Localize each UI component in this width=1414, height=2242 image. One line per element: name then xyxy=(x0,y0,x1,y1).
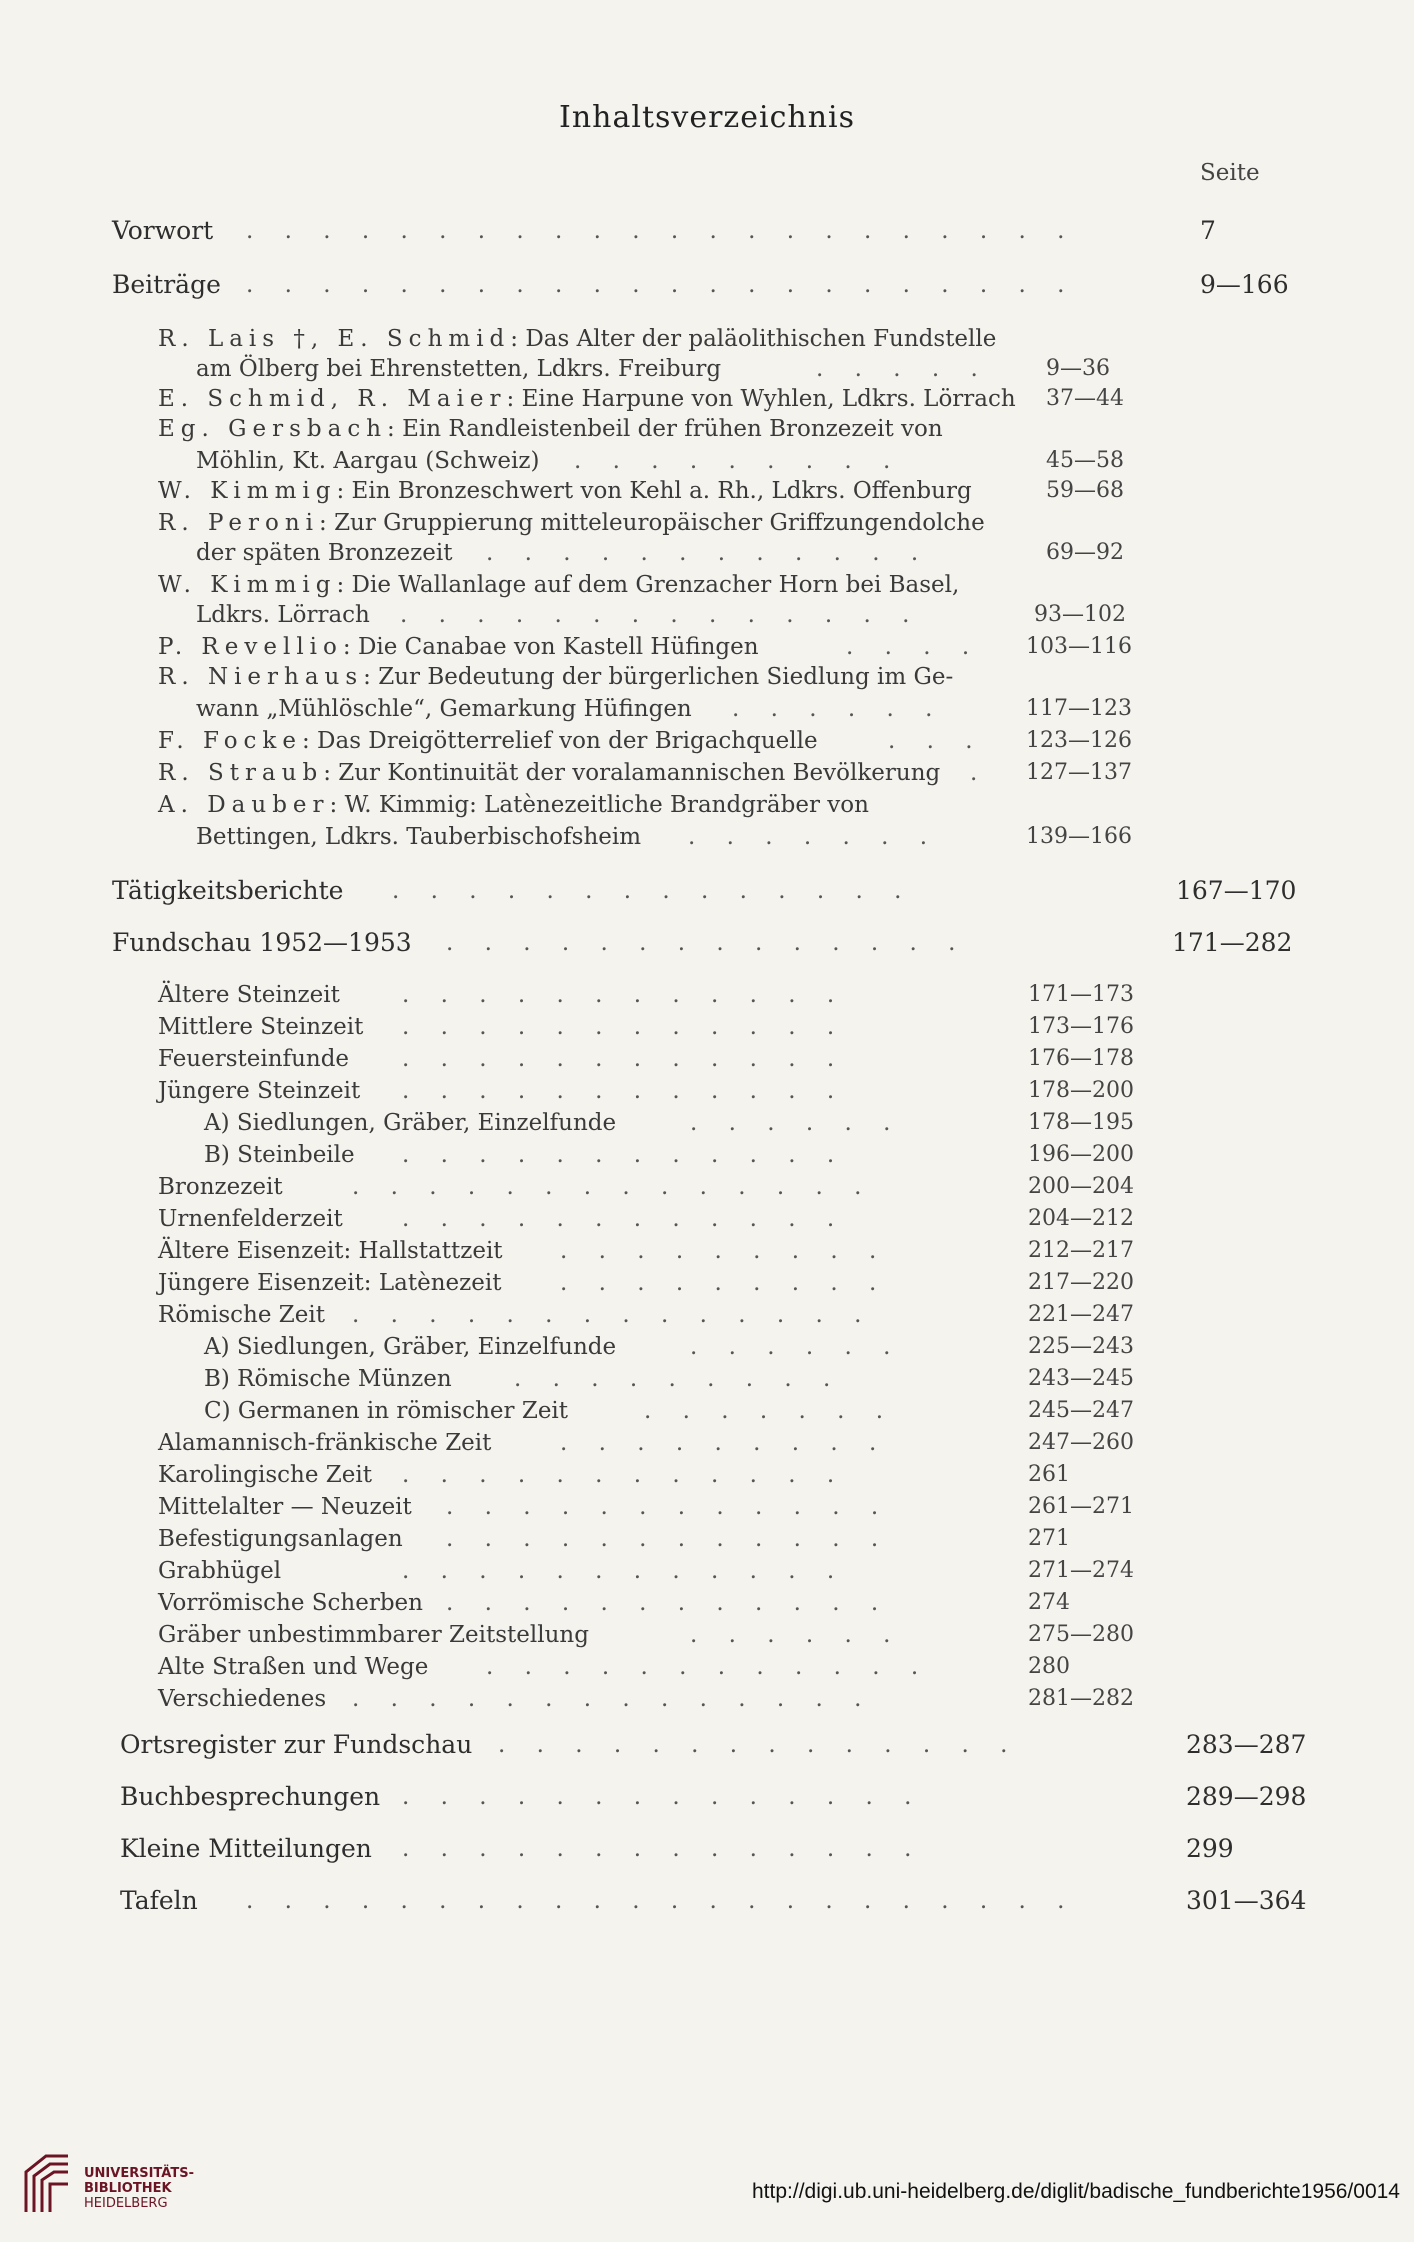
toc-f11-dots: . . . . . . . . . . . . xyxy=(402,1462,847,1488)
library-name-line2: BIBLIOTHEK xyxy=(84,2181,172,2196)
toc-f18-label: Verschiedenes xyxy=(158,1686,327,1712)
toc-f17-page: 280 xyxy=(1028,1654,1070,1679)
toc-b7-title: : Die Canabae von Kastell Hüfingen xyxy=(342,634,759,660)
toc-f9-dots: . . . . . . . . . . . . . . xyxy=(352,1302,874,1328)
seite-header: Seite xyxy=(1200,160,1260,186)
toc-b8-page: 117—123 xyxy=(1026,696,1132,721)
toc-f13-dots: . . . . . . . . . . . . xyxy=(446,1526,891,1552)
toc-f12-dots: . . . . . . . . . . . . xyxy=(446,1494,891,1520)
toc-f8-dots: . . . . . . . . . xyxy=(560,1270,889,1296)
toc-f4-page: 178—200 xyxy=(1028,1078,1134,1103)
toc-b3-line1 xyxy=(158,414,943,444)
library-logo-icon xyxy=(18,2150,76,2216)
toc-fundschau-dots: . . . . . . . . . . . . . . xyxy=(446,930,968,956)
toc-beitraege-dots: . . . . . . . . . . . . . . . . . . . . . . xyxy=(246,272,1077,298)
toc-f9c-label: C) Germanen in römischer Zeit xyxy=(204,1398,569,1424)
toc-b8-author: R. Nierhaus xyxy=(158,664,364,690)
toc-f18-page: 281—282 xyxy=(1028,1686,1134,1711)
source-url-link[interactable]: http://digi.ub.uni-heidelberg.de/diglit/badische_fundberichte1956/0014 xyxy=(752,2180,1400,2203)
toc-b5-dots: . . . . . . . . . . . . xyxy=(486,540,931,566)
toc-b6-author: W. Kimmig xyxy=(158,572,337,598)
toc-f6-label: Urnenfelderzeit xyxy=(158,1206,343,1232)
toc-b1-title: : Das Alter der paläolithischen Fundstelle xyxy=(510,326,997,352)
toc-b10-line1 xyxy=(158,758,940,788)
toc-b10-page: 127—137 xyxy=(1026,760,1132,785)
toc-f9a-label: A) Siedlungen, Gräber, Einzelfunde xyxy=(204,1334,617,1360)
toc-f12-page: 261—271 xyxy=(1028,1494,1134,1519)
toc-b5-line2: der späten Bronzezeit xyxy=(196,540,453,566)
toc-f15-label: Vorrömische Scherben xyxy=(158,1590,423,1616)
toc-b9-page: 123—126 xyxy=(1026,728,1132,753)
toc-ortsreg-label: Ortsregister zur Fundschau xyxy=(120,1730,473,1759)
toc-f2-label: Mittlere Steinzeit xyxy=(158,1014,364,1040)
toc-f1-dots: . . . . . . . . . . . . xyxy=(402,982,847,1008)
toc-f13-label: Befestigungsanlagen xyxy=(158,1526,403,1552)
toc-f7-page: 212—217 xyxy=(1028,1238,1134,1263)
toc-f8-page: 217—220 xyxy=(1028,1270,1134,1295)
toc-f16-page: 275—280 xyxy=(1028,1622,1134,1647)
toc-vorwort-dots: . . . . . . . . . . . . . . . . . . . . . . xyxy=(246,218,1077,244)
toc-b4-author: W. Kimmig xyxy=(158,478,337,504)
toc-f4b-label: B) Steinbeile xyxy=(204,1142,355,1168)
toc-f17-label: Alte Straßen und Wege xyxy=(158,1654,429,1680)
toc-f3-label: Feuersteinfunde xyxy=(158,1046,350,1072)
library-name xyxy=(84,2166,194,2211)
toc-fundschau-page: 171—282 xyxy=(1172,928,1293,957)
toc-f14-page: 271—274 xyxy=(1028,1558,1134,1583)
toc-tafeln-dots: . . . . . . . . . . . . . . . . . . . . . . xyxy=(246,1888,1077,1914)
toc-b1-dots: . . . . . xyxy=(816,356,990,382)
toc-vorwort-page: 7 xyxy=(1200,216,1216,245)
toc-taetig-label: Tätigkeitsberichte xyxy=(112,876,344,905)
toc-b11-line2: Bettingen, Ldkrs. Tauberbischofsheim xyxy=(196,824,642,850)
toc-f3-dots: . . . . . . . . . . . . xyxy=(402,1046,847,1072)
toc-b7-line1 xyxy=(158,632,759,662)
toc-f4-label: Jüngere Steinzeit xyxy=(158,1078,361,1104)
toc-b6-title: : Die Wallanlage auf dem Grenzacher Horn bei Basel, xyxy=(336,572,960,598)
toc-b4-line1 xyxy=(158,476,972,506)
toc-f9a-page: 225—243 xyxy=(1028,1334,1134,1359)
toc-b5-page: 69—92 xyxy=(1046,540,1124,565)
toc-f2-page: 173—176 xyxy=(1028,1014,1134,1039)
toc-f10-dots: . . . . . . . . . xyxy=(560,1430,889,1456)
toc-b11-page: 139—166 xyxy=(1026,824,1132,849)
toc-ortsreg-dots: . . . . . . . . . . . . . . xyxy=(498,1732,1020,1758)
toc-b1-page: 9—36 xyxy=(1046,356,1110,381)
toc-f4a-page: 178—195 xyxy=(1028,1110,1134,1135)
toc-b3-line2: Möhlin, Kt. Aargau (Schweiz) xyxy=(196,448,540,474)
toc-f10-page: 247—260 xyxy=(1028,1430,1134,1455)
library-name-line3: HEIDELBERG xyxy=(84,2196,168,2211)
toc-b9-line1 xyxy=(158,726,818,756)
toc-ortsreg-page: 283—287 xyxy=(1186,1730,1307,1759)
toc-f4a-label: A) Siedlungen, Gräber, Einzelfunde xyxy=(204,1110,617,1136)
toc-b7-page: 103—116 xyxy=(1026,634,1132,659)
toc-f9c-page: 245—247 xyxy=(1028,1398,1134,1423)
toc-b11-title: : W. Kimmig: Latènezeitliche Brandgräber von xyxy=(329,792,869,818)
toc-f6-page: 204—212 xyxy=(1028,1206,1134,1231)
toc-f4-dots: . . . . . . . . . . . . xyxy=(402,1078,847,1104)
toc-b9-author: F. Focke xyxy=(158,728,302,754)
toc-f9b-page: 243—245 xyxy=(1028,1366,1134,1391)
toc-b6-page: 93—102 xyxy=(1034,602,1126,627)
toc-f9-label: Römische Zeit xyxy=(158,1302,325,1328)
toc-f5-page: 200—204 xyxy=(1028,1174,1134,1199)
toc-f5-dots: . . . . . . . . . . . . . . xyxy=(352,1174,874,1200)
toc-b11-author: A. Dauber xyxy=(158,792,330,818)
toc-b8-dots: . . . . . . xyxy=(732,696,945,722)
toc-f13-page: 271 xyxy=(1028,1526,1070,1551)
toc-f4a-dots: . . . . . . xyxy=(690,1110,903,1136)
toc-f4b-dots: . . . . . . . . . . . . xyxy=(402,1142,847,1168)
toc-b8-line1 xyxy=(158,662,953,692)
toc-buch-page: 289—298 xyxy=(1186,1782,1307,1811)
toc-f12-label: Mittelalter — Neuzeit xyxy=(158,1494,412,1520)
toc-f16-dots: . . . . . . xyxy=(690,1622,903,1648)
toc-vorwort-label: Vorwort xyxy=(112,216,214,245)
toc-b3-dots: . . . . . . . . . xyxy=(574,448,903,474)
toc-f1-label: Ältere Steinzeit xyxy=(158,982,340,1008)
toc-b8-title: : Zur Bedeutung der bürgerlichen Siedlung im Ge- xyxy=(363,664,954,690)
toc-f15-dots: . . . . . . . . . . . . xyxy=(446,1590,891,1616)
toc-f15-page: 274 xyxy=(1028,1590,1070,1615)
toc-f5-label: Bronzezeit xyxy=(158,1174,283,1200)
toc-b2-title: : Eine Harpune von Wyhlen, Ldkrs. Lörrach xyxy=(506,386,1016,412)
toc-b1-line1 xyxy=(158,324,996,354)
toc-f11-label: Karolingische Zeit xyxy=(158,1462,372,1488)
toc-f18-dots: . . . . . . . . . . . . . . xyxy=(352,1686,874,1712)
toc-f16-label: Gräber unbestimmbarer Zeitstellung xyxy=(158,1622,589,1648)
toc-f17-dots: . . . . . . . . . . . . xyxy=(486,1654,931,1680)
toc-f2-dots: . . . . . . . . . . . . xyxy=(402,1014,847,1040)
toc-b5-title: : Zur Gruppierung mitteleuropäischer Griffzungendolche xyxy=(319,510,985,536)
library-name-line1: UNIVERSITÄTS- xyxy=(84,2166,194,2181)
toc-b3-title: : Ein Randleistenbeil der frühen Bronzezeit von xyxy=(387,416,943,442)
toc-f14-label: Grabhügel xyxy=(158,1558,282,1584)
toc-f1-page: 171—173 xyxy=(1028,982,1134,1007)
toc-f14-dots: . . . . . . . . . . . . xyxy=(402,1558,847,1584)
toc-taetig-dots: . . . . . . . . . . . . . . xyxy=(392,878,914,904)
toc-b2-author: E. Schmid, R. Maier xyxy=(158,386,507,412)
toc-taetig-page: 167—170 xyxy=(1176,876,1297,905)
toc-b10-dots: . xyxy=(970,760,990,786)
toc-f9b-dots: . . . . . . . . . xyxy=(514,1366,843,1392)
toc-b8-line2: wann „Mühlöschle“, Gemarkung Hüfingen xyxy=(196,696,692,722)
toc-f6-dots: . . . . . . . . . . . . xyxy=(402,1206,847,1232)
toc-f7-label: Ältere Eisenzeit: Hallstattzeit xyxy=(158,1238,503,1264)
toc-b9-title: : Das Dreigötterrelief von der Brigachquelle xyxy=(301,728,818,754)
toc-f9c-dots: . . . . . . . xyxy=(644,1398,896,1424)
toc-buch-label: Buchbesprechungen xyxy=(120,1782,381,1811)
toc-b11-dots: . . . . . . . xyxy=(688,824,940,850)
toc-f10-label: Alamannisch-fränkische Zeit xyxy=(158,1430,492,1456)
toc-b7-author: P. Revellio xyxy=(158,634,343,660)
toc-b4-title: : Ein Bronzeschwert von Kehl a. Rh., Ldkrs. Offenburg xyxy=(336,478,972,504)
toc-b3-author: Eg. Gersbach xyxy=(158,416,388,442)
toc-f9a-dots: . . . . . . xyxy=(690,1334,903,1360)
toc-beitraege-page: 9—166 xyxy=(1200,270,1289,299)
toc-klein-dots: . . . . . . . . . . . . . . xyxy=(402,1836,924,1862)
toc-f8-label: Jüngere Eisenzeit: Latènezeit xyxy=(158,1270,502,1296)
toc-f9b-label: B) Römische Münzen xyxy=(204,1366,452,1392)
toc-b1-line2: am Ölberg bei Ehrenstetten, Ldkrs. Freiburg xyxy=(196,356,722,382)
toc-b2-page: 37—44 xyxy=(1046,386,1124,411)
toc-b9-dots: . . . xyxy=(888,728,985,754)
toc-f4b-page: 196—200 xyxy=(1028,1142,1134,1167)
toc-b3-page: 45—58 xyxy=(1046,448,1124,473)
toc-b5-author: R. Peroni xyxy=(158,510,320,536)
toc-f9-page: 221—247 xyxy=(1028,1302,1134,1327)
page-title: Inhaltsverzeichnis xyxy=(558,100,856,135)
toc-f11-page: 261 xyxy=(1028,1462,1070,1487)
toc-b6-line2: Ldkrs. Lörrach xyxy=(196,602,370,628)
toc-klein-page: 299 xyxy=(1186,1834,1234,1863)
toc-b6-line1 xyxy=(158,570,959,600)
toc-tafeln-page: 301—364 xyxy=(1186,1886,1307,1915)
toc-b10-title: : Zur Kontinuität der voralamannischen Bevölkerung xyxy=(323,760,941,786)
toc-b1-author: R. Lais †, E. Schmid xyxy=(158,326,511,352)
toc-klein-label: Kleine Mitteilungen xyxy=(120,1834,372,1863)
toc-b2-line1 xyxy=(158,384,1016,414)
toc-f7-dots: . . . . . . . . . xyxy=(560,1238,889,1264)
toc-b11-line1 xyxy=(158,790,869,820)
toc-f3-page: 176—178 xyxy=(1028,1046,1134,1071)
toc-b10-author: R. Straub xyxy=(158,760,324,786)
toc-b5-line1 xyxy=(158,508,985,538)
toc-fundschau-label: Fundschau 1952—1953 xyxy=(112,928,412,957)
toc-b6-dots: . . . . . . . . . . . . . . xyxy=(400,602,922,628)
toc-buch-dots: . . . . . . . . . . . . . . xyxy=(402,1784,924,1810)
toc-b7-dots: . . . . xyxy=(846,634,982,660)
toc-b4-page: 59—68 xyxy=(1046,478,1124,503)
toc-tafeln-label: Tafeln xyxy=(120,1886,198,1915)
toc-beitraege-label: Beiträge xyxy=(112,270,221,299)
